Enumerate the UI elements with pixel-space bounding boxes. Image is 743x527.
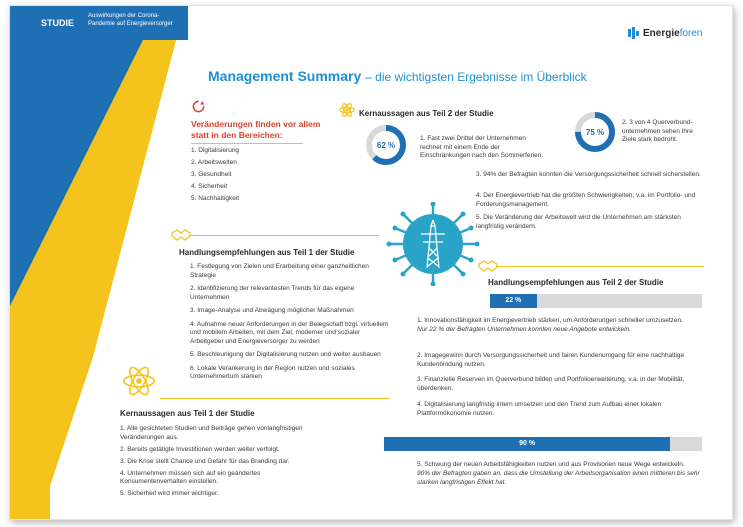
progress-bar-22 — [490, 294, 702, 308]
hand1-heading: Handlungsempfehlungen aus Teil 1 der Studie — [179, 248, 355, 257]
list-item: 5. Sicherheit wird immer wichtiger. — [120, 490, 219, 497]
kern2-heading: Kernaussagen aus Teil 2 der Studie — [359, 109, 494, 118]
list-item: 3. Gesundheit — [191, 171, 232, 178]
divider — [496, 266, 704, 267]
hand2-item-5-note: 90% der Befragten gaben an, dass die Umstellung der Arbeitsorganisation einen mittleren bis sehr starken langfristigen Effekt hat. — [417, 470, 700, 486]
kern2-item-1: 1. Fast zwei Drittel der Unternehmen rechnet mit einem Ende der Einschränkungen nach den Sommerferien. — [420, 135, 544, 159]
kern2-item-5: 5. Die Veränderung der Arbeitswelt wird die Unternehmen am stärksten langfristig verändern. — [476, 214, 681, 230]
list-item: 6. Lokale Verankerung in der Region nutzen und soziales Unternehmertum stärken — [190, 364, 355, 380]
divider — [191, 143, 303, 144]
hand2-heading: Handlungsempfehlungen aus Teil 2 der Studie — [488, 278, 664, 287]
energieforen-logo — [628, 24, 702, 42]
list-item: 3. Die Krise stellt Chance und Gefahr für das Branding dar. — [120, 457, 290, 465]
refresh-icon — [191, 99, 206, 114]
hand2-item-3: 3. Finanzielle Reserven im Querverbund bilden und Portfolioerweiterung, v.a. in der Mobilität, überdenken. — [417, 376, 685, 392]
donut-label: 75 % — [585, 128, 605, 137]
kern1-list — [120, 425, 320, 502]
handshake-icon — [478, 258, 498, 274]
list-item: 2. Arbeitswelten — [191, 159, 237, 166]
list-item: 1. Digitalisierung — [191, 147, 240, 154]
progress-bar-fill: 22 % — [490, 294, 537, 308]
list-item: 4. Unternehmen müssen sich auf ein geändertes Konsumentenverhalten einstellen. — [120, 469, 261, 485]
list-item: 4. Aufnahme neuer Anforderungen in der Belegschaft bzgl. virtuellem und mobilem Arbeiten, mit dem Ziel, moderner und sozialer Arbeitgeber und Energieversorger zu werden — [190, 320, 389, 345]
list-item: 4. Sicherheit — [191, 183, 228, 190]
hand1-list — [190, 263, 395, 387]
progress-bar-fill: 90 % — [384, 437, 670, 451]
divider — [160, 398, 390, 399]
atom-icon — [121, 363, 157, 399]
list-item: 5. Nachhaltigkeit — [191, 195, 240, 202]
atom-icon — [338, 101, 356, 119]
hand2-item-5: 5. Schwung der neuen Arbeitsfähigkeiten nutzen und aus Provisorien neue Wege entwickeln. — [417, 461, 685, 468]
list-item: 1. Alle gesichteten Studien und Beiträge gehen vonlangfristigen Veränderungen aus. — [120, 425, 303, 441]
handshake-icon — [171, 227, 191, 243]
document-page — [9, 5, 733, 520]
kern2-item-4: 4. Der Energievertrieb hat die größten Schwierigkeiten, v.a. im Portfolio- und Forderungsmanagement. — [476, 192, 696, 208]
logo-text: Energieforen — [643, 27, 703, 39]
energieforen-logo-icon — [628, 27, 640, 39]
page-title: Management Summary – die wichtigsten Ergebnisse im Überblick — [208, 68, 587, 84]
kern2-item-3: 3. 94% der Befragten konnten die Versorgungssicherheit schnell sicherstellen. — [476, 171, 701, 178]
hand2-item-4: 4. Digitalisierung langfristig intern umsetzen und den Trend zum Aufbau einer lokalen Plattformökonomie nutzen. — [417, 401, 662, 417]
virus-power-pylon-icon — [383, 202, 483, 286]
kern1-heading: Kernaussagen aus Teil 1 der Studie — [120, 409, 255, 418]
divider — [189, 235, 379, 236]
hand2-item-2: 2. Imagegewinn durch Versorgungssicherheit und fairen Kundenumgang für eine nachhaltige Kundenbindung nutzen. — [417, 352, 685, 368]
donut-label: 62 % — [376, 141, 396, 150]
list-item: 3. Image-Analyse und Abwägung möglicher Maßnahmen — [190, 307, 354, 314]
progress-bar-90 — [384, 437, 702, 451]
changes-heading: Veränderungen finden vor allem statt in den Bereichen: — [191, 119, 321, 140]
hand2-item-1-note: Nur 22 % der Befragten Unternehmen konnten neue Angebote entwickeln. — [417, 326, 632, 333]
hand2-item-1: 1. Innovationsfähigkeit im Energievertrieb stärken, um Anforderungen schneller umzusetzen. — [417, 317, 683, 324]
study-title: Auswirkungen der Corona-Pandemie auf Energieversorger — [88, 13, 173, 27]
list-item: 2. Bereits getätigte Investitionen werden weiter verfolgt. — [120, 445, 280, 453]
changes-list — [191, 147, 311, 207]
list-item: 2. Identifizierung der relevantesten Trends für das eigene Unternehmen — [190, 285, 355, 301]
studie-label: STUDIE — [41, 18, 75, 28]
list-item: 5. Beschleunigung der Digitalisierung nutzen und weiter ausbauen — [190, 351, 381, 358]
kern2-item-2: 2. 3 von 4 Querverbund-unternehmen sehen Ihre Ziele stark bedroht. — [622, 119, 693, 143]
list-item: 1. Festlegung von Zielen und Erarbeitung einer ganzheitlichen Strategie — [190, 263, 369, 279]
